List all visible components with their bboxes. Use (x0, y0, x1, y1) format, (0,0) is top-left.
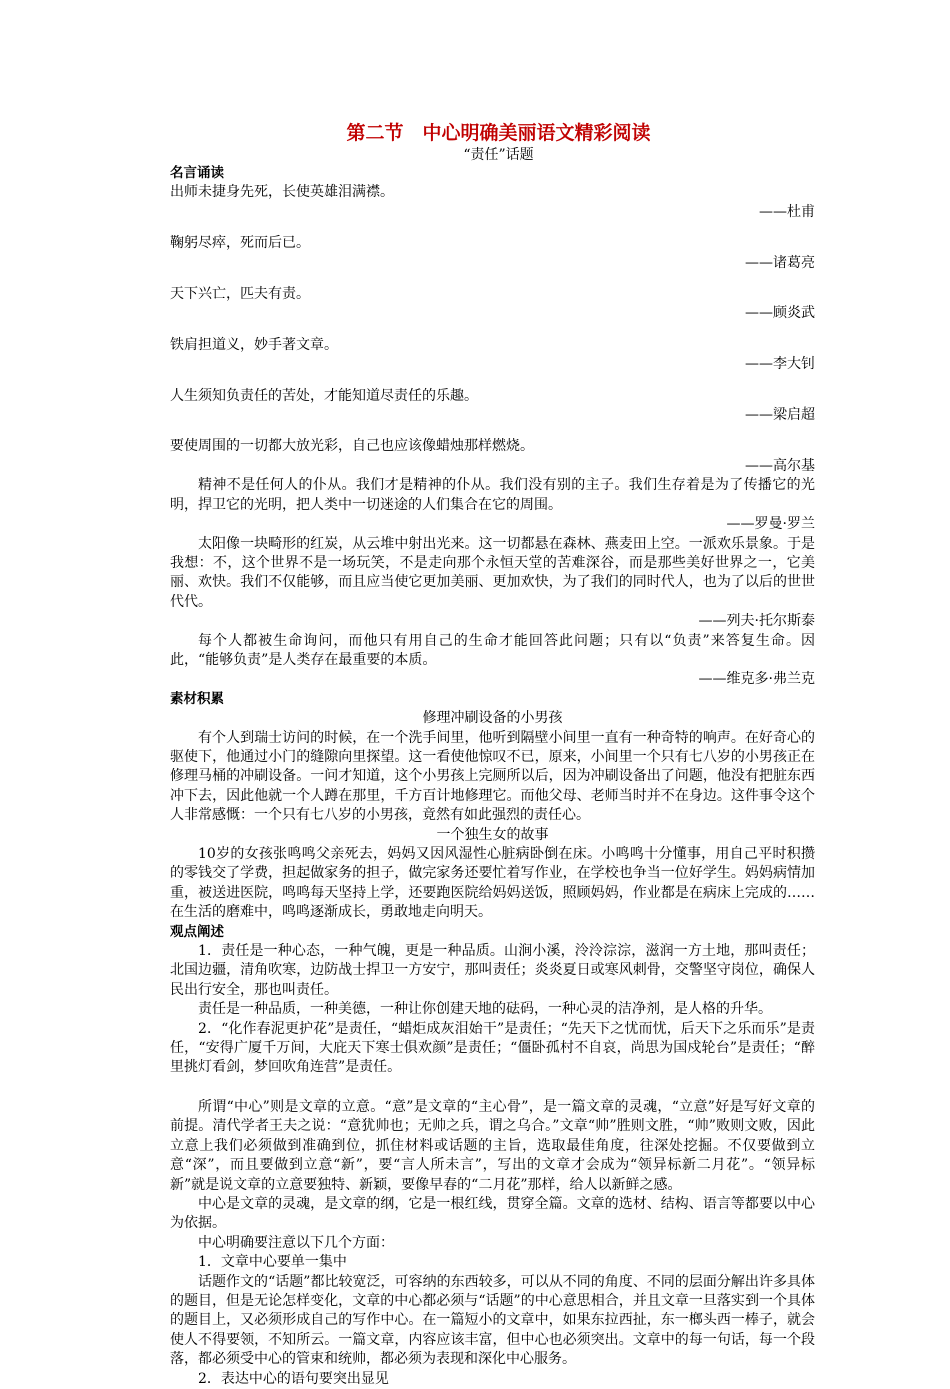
quote-author: ——诸葛亮 (745, 254, 815, 271)
material-title: 修理冲刷设备的小男孩 (422, 710, 563, 727)
material-text: 10岁的女孩张鸣鸣父亲死去，妈妈又因风湿性心脏病卧倒在床。小鸣鸣十分懂事，用自己平时积攒的零钱交了学费，担起做家务的担子，做完家务还要忙着写作业，在学校也争当一位好学生。妈妈病情加重，被送进医院，鸣鸣每天坚持上学，还要跑医院给妈妈送饭，照顾妈妈，作业都是在病床上完成的……在生活的磨难中，鸣鸣逐渐成长，勇敢地走向明天。 (170, 846, 815, 921)
quote-author: ——罗曼·罗兰 (726, 516, 815, 533)
section-heading-quotes: 名言诵读 (170, 165, 224, 181)
quote-text: 天下兴亡，匹夫有责。 (170, 286, 310, 303)
quote-text: 精神不是任何人的仆从。我们才是精神的仆从。我们没有别的主子。我们生存着是为了传播它的光明，捍卫它的光明，把人类中一切迷途的人们集合在它的周围。 (170, 477, 815, 513)
quote-author: ——梁启超 (745, 407, 815, 424)
section-heading-views: 观点阐述 (170, 923, 224, 940)
quote-author: ——高尔基 (745, 457, 815, 474)
quote-author: ——列夫·托尔斯泰 (698, 613, 815, 630)
quote-text: 铁肩担道义，妙手著文章。 (170, 336, 338, 353)
quote-author: ——维克多·弗兰克 (698, 671, 815, 688)
quote-text: 要使周围的一切都大放光彩，自己也应该像蜡烛那样燃烧。 (170, 438, 534, 455)
quote-author: ——李大钊 (745, 356, 815, 373)
quote-text: 每个人都被生命询问，而他只有用自己的生命才能回答此问题；只有以“负责”来答复生命。因此，“能够负责”是人类存在最重要的本质。 (170, 632, 815, 668)
quote-text: 出师未捷身先死，长使英雄泪满襟。 (170, 184, 394, 201)
material-title: 一个独生女的故事 (436, 826, 549, 843)
view-paragraph: 2．“化作春泥更护花”是责任，“蜡炬成灰泪始干”是责任；“先天下之忧而忧，后天下之乐而乐”是责任，“安得广厦千万间，大庇天下寒士俱欢颜”是责任；“僵卧孤村不自哀，尚思为国戍轮台”是责任；“醉里挑灯看剑，梦回吹角连营”是责任。 (170, 1020, 815, 1076)
document-page (170, 120, 815, 1389)
view-paragraph: 责任是一种品质，一种美德，一种让你创建天地的砝码，一种心灵的洁净剂，是人格的升华。 (198, 1001, 772, 1018)
quote-text: 太阳像一块畸形的红炭，从云堆中射出光来。这一切都悬在森林、燕麦田上空。一派欢乐景象。于是我想：不，这个世界不是一场玩笑，不是走向那个永恒天堂的苦难深谷，而是那些美好世界之一，它美丽、欢快。我们不仅能够，而且应当使它更加美丽、更加欢快，为了我们的同时代人，也为了以后的世世代代。 (170, 535, 815, 610)
page-title: 第二节 中心明确美丽语文精彩阅读 (346, 122, 651, 144)
quote-text: 人生须知负责任的苦处，才能知道尽责任的乐趣。 (170, 387, 478, 404)
section-heading-materials: 素材积累 (170, 690, 224, 707)
view-paragraph: 1．责任是一种心态，一种气魄，更是一种品质。山涧小溪，泠泠淙淙，滋润一方土地，那叫责任；北国边疆，清角吹寒，边防战士捍卫一方安宁，那叫责任；炎炎夏日或寒风刺骨，交警坚守岗位，确保人民出行安全，那也叫责任。 (170, 943, 815, 998)
body-paragraph: 所谓“中心”则是文章的立意。“意”是文章的“主心骨”，是一篇文章的灵魂，“立意”好是写好文章的前提。清代学者王夫之说：“意犹帅也；无帅之兵，谓之乌合。”文章“帅”胜则文胜，“帅”败则文败，因此立意上我们必须做到准确到位，抓住材料或话题的主旨，选取最佳角度，往深处挖掘。不仅要做到立意“深”，而且要做到立意“新”，要“言人所未言”，写出的文章才会成为“领异标新二月花”。“领异标新”就是说文章的立意要独特、新颖，要像早春的“二月花”那样，给人以新鲜之感。 (170, 1098, 815, 1193)
page-subtitle: “责任”话题 (463, 147, 534, 163)
body-paragraph: 话题作文的“话题”都比较宽泛，可容纳的东西较多，可以从不同的角度、不同的层面分解出许多具体的题目，但是无论怎样变化，文章的中心都必须与“话题”的中心意思相合，并且文章一旦落实到一个具体的题目上，又必须形成自己的写作中心。在一篇短小的文章中，如果东拉西扯，东一榔头西一棒子，就会使人不得要领，不知所云。一篇文章，内容应该丰富，但中心也必须突出。文章中的每一句话，每一个段落，都必须受中心的管束和统帅，都必须为表现和深化中心服务。 (170, 1273, 815, 1368)
quote-text: 鞠躬尽瘁，死而后已。 (170, 235, 310, 252)
body-paragraph: 中心明确要注意以下几个方面： (198, 1234, 394, 1251)
spacer (170, 1078, 815, 1098)
quote-author: ——顾炎武 (745, 305, 815, 322)
material-text: 有个人到瑞士访问的时候，在一个洗手间里，他听到隔壁小间里一直有一种奇特的响声。在好奇心的驱使下，他通过小门的缝隙向里探望。这一看使他惊叹不已，原来，小间里一个只有七八岁的小男孩正在修理马桶的冲刷设备。一问才知道，这个小男孩上完厕所以后，因为冲刷设备出了问题，他没有把脏东西冲下去，因此他就一个人蹲在那里，千方百计地修理它。而他父母、老师当时并不在身边。这件事令这个人非常感慨：一个只有七八岁的小男孩，竟然有如此强烈的责任心。 (170, 729, 815, 824)
body-subheading: 2．表达中心的语句要突出显见 (198, 1370, 389, 1387)
quote-author: ——杜甫 (759, 203, 815, 220)
body-paragraph: 中心是文章的灵魂，是文章的纲，它是一根红线，贯穿全篇。文章的选材、结构、语言等都要以中心为依据。 (170, 1195, 815, 1232)
body-subheading: 1．文章中心要单一集中 (198, 1254, 347, 1271)
